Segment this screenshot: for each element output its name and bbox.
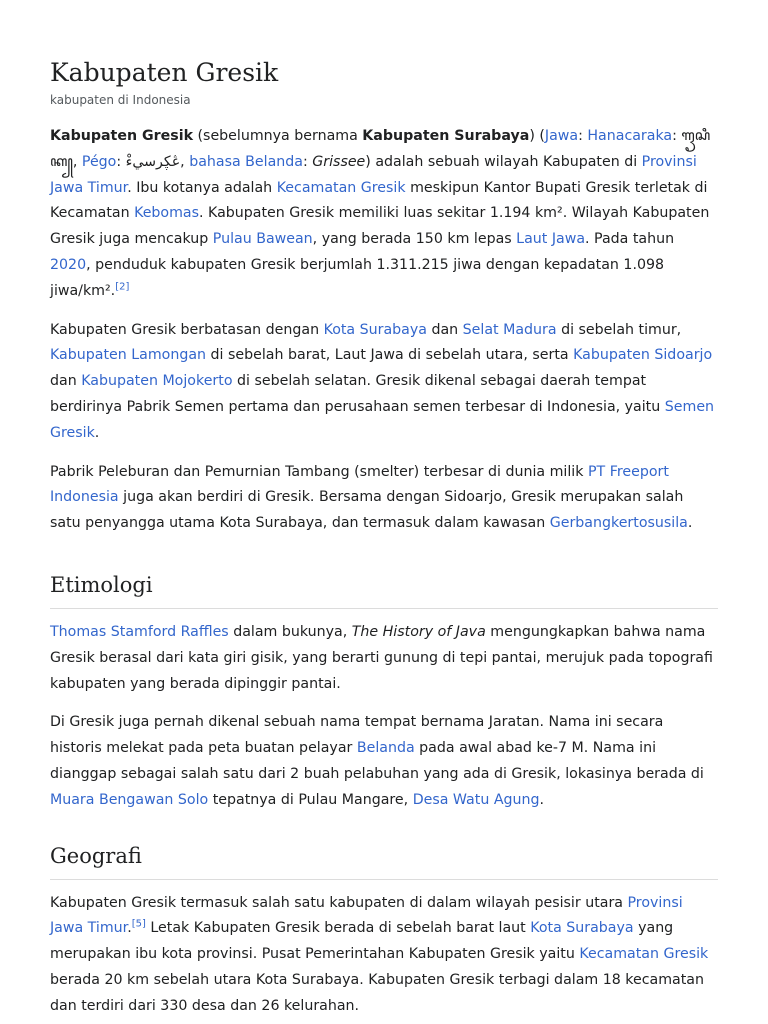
text: yang merupakan ibu kota provinsi. Pusat Pemerintahan Kabupaten Gresik yaitu bbox=[50, 920, 674, 963]
link-kabupaten-mojokerto[interactable]: Kabupaten Mojokerto bbox=[81, 373, 233, 390]
section-heading-etimologi: Etimologi bbox=[50, 571, 718, 609]
text: di sebelah timur, bbox=[556, 321, 682, 338]
reference-link[interactable]: [2] bbox=[115, 281, 130, 293]
bold-term: Kabupaten Gresik bbox=[50, 128, 194, 144]
text: Kabupaten Gresik termasuk salah satu kabupaten di dalam wilayah pesisir utara bbox=[50, 894, 628, 911]
text: . Ibu kotanya adalah bbox=[127, 179, 277, 196]
text: Kabupaten Gresik berbatasan dengan bbox=[50, 321, 324, 338]
link-muara-bengawan-solo[interactable]: Muara Bengawan Solo bbox=[50, 791, 209, 808]
page-title: Kabupaten Gresik bbox=[50, 58, 279, 87]
link-kebomas[interactable]: Kebomas bbox=[134, 205, 200, 222]
text: di sebelah barat, Laut Jawa di sebelah utara, serta bbox=[206, 347, 574, 364]
text: : ڠڮرسيءْ, bbox=[116, 153, 190, 170]
link-2020[interactable]: 2020 bbox=[50, 256, 87, 273]
text: . Pada tahun bbox=[585, 231, 675, 248]
section-heading-geografi: Geografi bbox=[50, 842, 718, 880]
link-pego[interactable]: Pégo bbox=[81, 153, 117, 170]
link-pt-freeport-indonesia[interactable]: PT Freeport Indonesia bbox=[50, 463, 669, 506]
link-provinsi-jawa-timur[interactable]: Provinsi Jawa Timur bbox=[50, 894, 683, 937]
text: (sebelumnya bernama bbox=[193, 128, 363, 144]
text: dalam bukunya, bbox=[228, 623, 352, 640]
etimologi-paragraph-2 bbox=[50, 710, 718, 813]
page-subtitle: kabupaten di Indonesia bbox=[50, 93, 191, 107]
link-kecamatan-gresik[interactable]: Kecamatan Gresik bbox=[276, 179, 406, 196]
link-selat-madura[interactable]: Selat Madura bbox=[462, 321, 557, 338]
italic-term: Grissee bbox=[312, 153, 366, 170]
text: meskipun Kantor Bupati Gresik terletak di Kecamatan bbox=[50, 179, 708, 222]
text: di sebelah selatan. Gresik dikenal sebagai daerah tempat berdirinya Pabrik Semen pertama dan perusahaan semen terbesar di Indonesia, yaitu bbox=[50, 373, 665, 415]
text: . bbox=[539, 791, 545, 808]
link-gerbangkertosusila[interactable]: Gerbangkertosusila bbox=[549, 515, 688, 532]
text: dan bbox=[426, 321, 463, 338]
link-kabupaten-lamongan[interactable]: Kabupaten Lamongan bbox=[50, 347, 207, 364]
text: , yang berada 150 km lepas bbox=[312, 231, 517, 248]
link-bahasa-belanda[interactable]: bahasa Belanda bbox=[189, 153, 303, 170]
link-belanda[interactable]: Belanda bbox=[356, 740, 415, 757]
text: Di Gresik juga pernah dikenal sebuah nama tempat bernama Jaratan. Nama ini secara historis melekat pada peta buatan pelayar bbox=[50, 714, 664, 757]
text: Pabrik Peleburan dan Pemurnian Tambang (smelter) terbesar di dunia milik bbox=[50, 463, 588, 480]
bold-term: Kabupaten Surabaya bbox=[362, 128, 530, 144]
link-kota-surabaya[interactable]: Kota Surabaya bbox=[323, 321, 427, 338]
link-pulau-bawean[interactable]: Pulau Bawean bbox=[212, 231, 313, 248]
text: . Kabupaten Gresik memiliki luas sekitar 1.194 km². Wilayah Kabupaten Gresik juga mencakup bbox=[50, 205, 710, 248]
intro-paragraph-1 bbox=[50, 124, 718, 305]
book-title: The History of Java bbox=[351, 623, 486, 640]
intro-paragraph-2 bbox=[50, 318, 718, 447]
link-kota-surabaya[interactable]: Kota Surabaya bbox=[530, 920, 634, 937]
text: berada 20 km sebelah utara Kota Surabaya. Kabupaten Gresik terbagi dalam 18 kecamatan dan terdiri dari 330 desa dan 26 kelurahan. bbox=[50, 971, 704, 1014]
link-kabupaten-sidoarjo[interactable]: Kabupaten Sidoarjo bbox=[573, 347, 713, 364]
link-semen-gresik[interactable]: Semen Gresik bbox=[50, 398, 715, 441]
text: dan bbox=[50, 373, 82, 390]
text: : bbox=[578, 128, 588, 144]
link-laut-jawa[interactable]: Laut Jawa bbox=[516, 231, 586, 248]
text: juga akan berdiri di Gresik. Bersama dengan Sidoarjo, Gresik merupakan salah satu penyangga utama Kota Surabaya, dan termasuk dalam kawasan bbox=[50, 489, 684, 532]
text: ) adalah sebuah wilayah Kabupaten di bbox=[365, 153, 642, 170]
intro-paragraph-3 bbox=[50, 460, 718, 537]
text: mengungkapkan bahwa nama Gresik berasal dari kata giri gisik, yang berarti gunung di tepi pantai, merujuk pada topografi kabupaten yang berada dipinggir pantai. bbox=[50, 623, 713, 692]
text: : bbox=[302, 153, 313, 170]
link-jawa[interactable]: Jawa bbox=[544, 128, 579, 144]
link-kecamatan-gresik[interactable]: Kecamatan Gresik bbox=[579, 946, 709, 963]
link-hanacaraka[interactable]: Hanacaraka bbox=[587, 128, 673, 144]
text: pada awal abad ke-7 M. Nama ini dianggap sebagai salah satu dari 2 buah pelabuhan yang ada di Gresik, lokasinya berada di bbox=[50, 740, 704, 782]
link-desa-watu-agung[interactable]: Desa Watu Agung bbox=[412, 791, 540, 808]
text: . bbox=[687, 515, 693, 532]
reference-link[interactable]: [5] bbox=[131, 918, 146, 930]
text: tepatnya di Pulau Mangare, bbox=[208, 791, 413, 808]
etimologi-paragraph-1 bbox=[50, 620, 718, 697]
link-thomas-stamford-raffles[interactable]: Thomas Stamford Raffles bbox=[50, 623, 229, 640]
text: ) ( bbox=[529, 128, 545, 144]
geografi-paragraph-1 bbox=[50, 891, 718, 1020]
link-provinsi-jawa-timur[interactable]: Provinsi Jawa Timur bbox=[50, 153, 697, 196]
text: : ꦒꦽꦱꦶꦏ꧀, bbox=[50, 128, 711, 170]
text: , penduduk kabupaten Gresik berjumlah 1.311.215 jiwa dengan kepadatan 1.098 jiwa/km². bbox=[50, 256, 665, 299]
text: . bbox=[94, 424, 100, 441]
text: . bbox=[127, 920, 132, 937]
text: Letak Kabupaten Gresik berada di sebelah barat laut bbox=[145, 920, 531, 937]
